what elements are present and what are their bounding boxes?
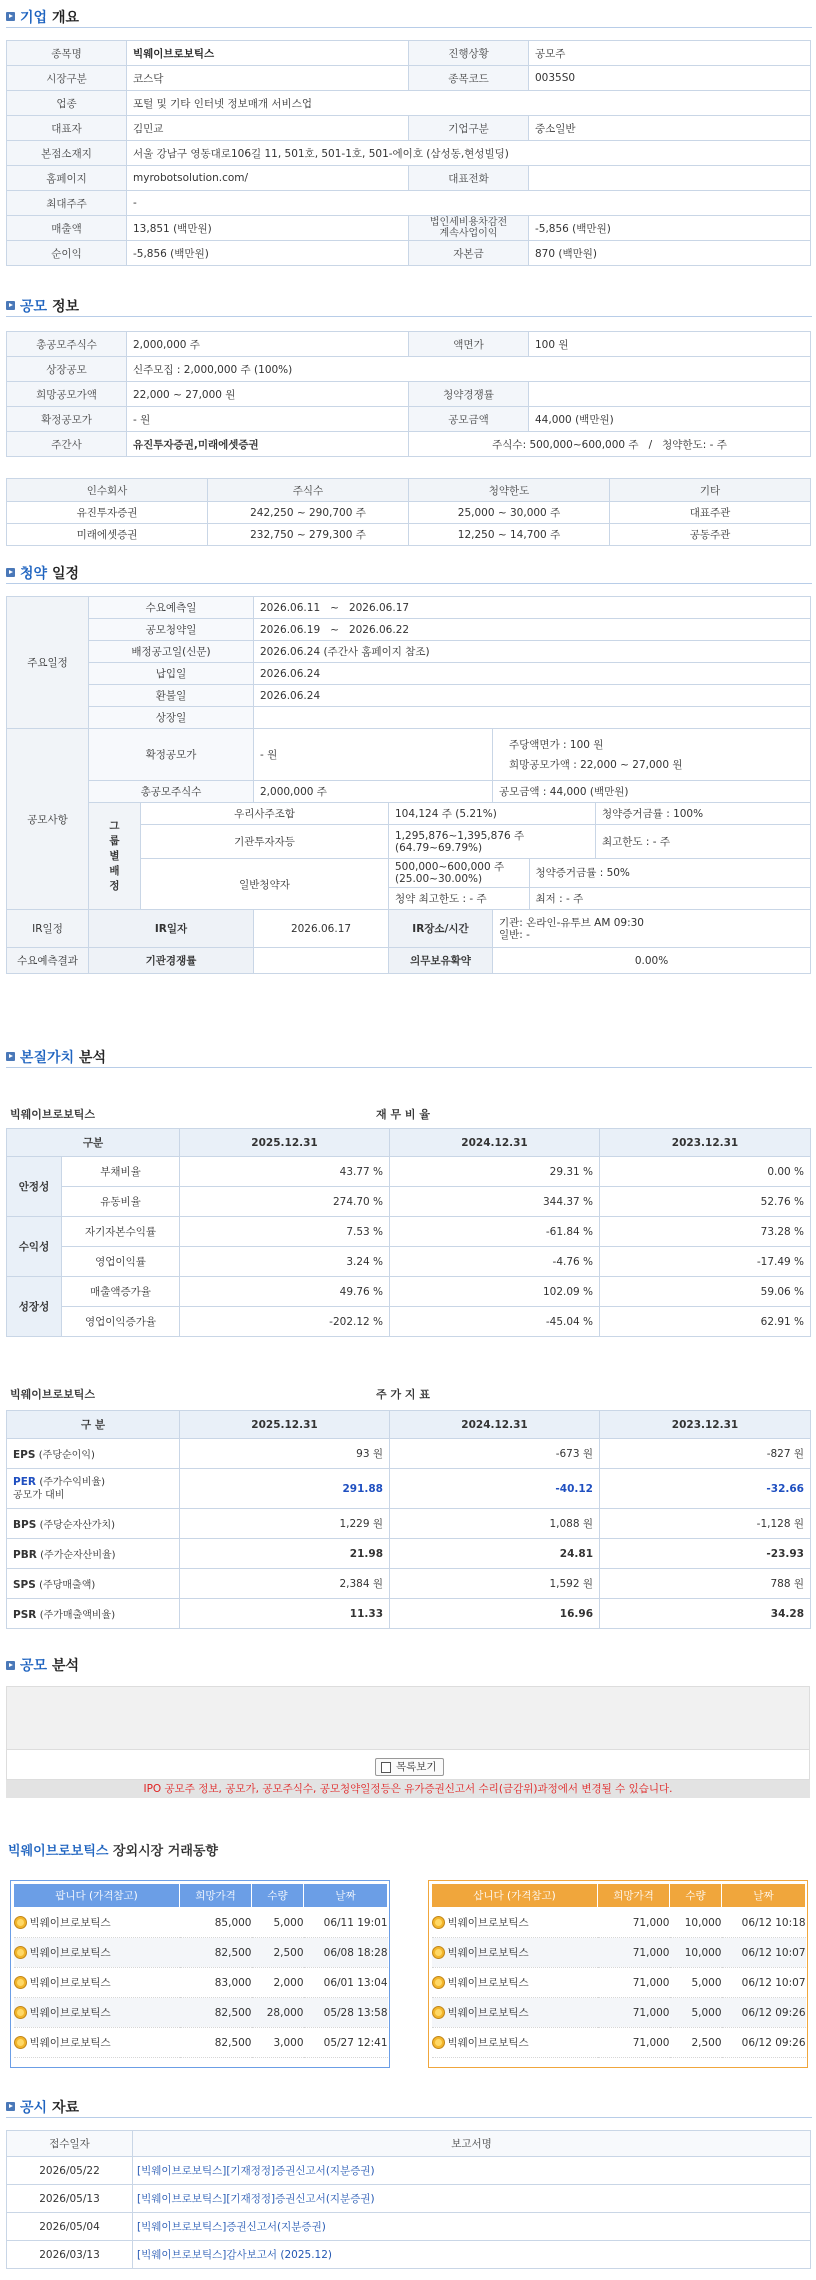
- table-row: 미래에셋증권 232,750 ~ 279,300 주 12,250 ~ 14,700 주 공동주관: [7, 524, 811, 546]
- section-analysis: [0, 1654, 816, 1795]
- sell-panel: [10, 1880, 390, 2068]
- coin-icon: [14, 1946, 27, 1959]
- document-icon: [381, 1762, 391, 1773]
- list-item[interactable]: 빅웨이브로보틱스 82,500 2,500 06/08 18:28: [14, 1938, 388, 1968]
- section-valuation: 본질가치 분석 빅웨이브로보틱스 재 무 비 율 구분 2025.12.31 2024.12.31 2023.12.31 안정성 부채비율 43.77 % 29.31 % 0.00 % 유동비율 274.70 % 344.37 % 52.76 % 수익성 자기자본수익률 7.53 % -61.84 % 73.28 % 영업이익률 3.24 % -4.76 % -17.49 % 성장성 매출액증가율 49.76 % 102.09 % 59.06 % 영업이익증가율 -202.12 % -45.04 % 62.91 % 빅웨이브로보틱스 주 가 지 표 구 분 2025.12.31 2024.12.31 2023.12.31 EPS (주당순이익) 93 원 -673 원 -827 원 PER (주가수익비율) 공모가 대비 291.88 -40.12 -32.66 BPS (주당순자산가치) 1,229 원 1,088 원 -1,128 원 PBR (주가순자산비율) 21.98 24.81 -23.93 SPS (주당매출액) 2,384 원 1,592 원 788 원 PSR (주가매출액비율) 11.33 16.96 34.28: [0, 1046, 816, 1068]
- offering-title: 공모 정보: [20, 298, 79, 315]
- table-row: 2026/03/13 [빅웨이브로보틱스]감사보고서 (2025.12): [7, 2241, 811, 2269]
- section-disclosure: [0, 2096, 816, 2261]
- list-item[interactable]: 빅웨이브로보틱스 85,000 5,000 06/11 19:01: [14, 1908, 388, 1938]
- disclosure-link[interactable]: [빅웨이브로보틱스][기재정정]증권신고서(지분증권): [133, 2157, 811, 2185]
- list-item[interactable]: 빅웨이브로보틱스 82,500 28,000 05/28 13:58: [14, 1998, 388, 2028]
- list-item[interactable]: 빅웨이브로보틱스 71,000 5,000 06/12 09:26: [432, 1998, 806, 2028]
- notice-bar: IPO 공모주 정보, 공모가, 공모주식수, 공모청약일정등은 유가증권신고서 수리(금감위)과정에서 변경될 수 있습니다.: [6, 1780, 810, 1798]
- financial-ratio-table: 구분 2025.12.31 2024.12.31 2023.12.31 안정성 부채비율 43.77 % 29.31 % 0.00 % 유동비율 274.70 % 344.37 % 52.76 % 수익성 자기자본수익률 7.53 % -61.84 % 73.28 % 영업이익률 3.24 % -4.76 % -17.49 % 성장성 매출액증가율 49.76 % 102.09 % 59.06 % 영업이익증가율 -202.12 % -45.04 % 62.91 %: [6, 1128, 811, 1337]
- underwriter-table: 인수회사 주식수 청약한도 기타 유진투자증권 242,250 ~ 290,700 주 25,000 ~ 30,000 주 대표주관 미래에셋증권 232,750 ~ 279,300 주 12,250 ~ 14,700 주 공동주관: [6, 478, 811, 546]
- section-arrow-icon: [6, 2102, 15, 2111]
- coin-icon: [14, 2006, 27, 2019]
- buy-table: 삽니다 (가격참고) 희망가격 수량 날짜 빅웨이브로보틱스 71,000 10,000 06/12 10:18 빅웨이브로보틱스 71,000 10,000 06/12 10:07 빅웨이브로보틱스 71,000 5,000 06/12 10:07 빅웨이브로보틱스 71,000 5,000 06/12 09:26 빅웨이브로보틱스 71,000 2,500 06/12 09:26: [431, 1883, 806, 2058]
- section-offering: [0, 295, 816, 451]
- section-schedule: [0, 562, 816, 967]
- coin-icon: [432, 2006, 445, 2019]
- buy-panel: [428, 1880, 808, 2068]
- list-item[interactable]: 빅웨이브로보틱스 71,000 10,000 06/12 10:18: [432, 1908, 806, 1938]
- list-item[interactable]: 빅웨이브로보틱스 71,000 10,000 06/12 10:07: [432, 1938, 806, 1968]
- disclosure-link[interactable]: [빅웨이브로보틱스]증권신고서(지분증권): [133, 2213, 811, 2241]
- coin-icon: [14, 1916, 27, 1929]
- disclosure-link[interactable]: [빅웨이브로보틱스]감사보고서 (2025.12): [133, 2241, 811, 2269]
- disclosure-link[interactable]: [빅웨이브로보틱스][기재정정]증권신고서(지분증권): [133, 2185, 811, 2213]
- section-arrow-icon: [6, 1052, 15, 1061]
- section-arrow-icon: [6, 301, 15, 310]
- company-name: 빅웨이브로보틱스: [127, 41, 409, 66]
- table-row: 유진투자증권 242,250 ~ 290,700 주 25,000 ~ 30,000 주 대표주관: [7, 502, 811, 524]
- coin-icon: [432, 1976, 445, 1989]
- section-arrow-icon: [6, 12, 15, 21]
- section-arrow-icon: [6, 568, 15, 577]
- schedule-title: 청약 일정: [20, 565, 79, 582]
- valuation-title: 본질가치 분석: [20, 1049, 107, 1066]
- sell-table: 팝니다 (가격참고) 희망가격 수량 날짜 빅웨이브로보틱스 85,000 5,000 06/11 19:01 빅웨이브로보틱스 82,500 2,500 06/08 18:28 빅웨이브로보틱스 83,000 2,000 06/01 13:04 빅웨이브로보틱스 82,500 28,000 05/28 13:58 빅웨이브로보틱스 82,500 3,000 05/27 12:41: [13, 1883, 388, 2058]
- coin-icon: [432, 1916, 445, 1929]
- disclosure-table: 접수일자 보고서명 2026/05/22 [빅웨이브로보틱스][기재정정]증권신고서(지분증권) 2026/05/13 [빅웨이브로보틱스][기재정정]증권신고서(지분증권) 2026/05/04 [빅웨이브로보틱스]증권신고서(지분증권) 2026/03/13 [빅웨이브로보틱스]감사보고서 (2025.12): [6, 2130, 811, 2269]
- coin-icon: [432, 2036, 445, 2049]
- coin-icon: [432, 1946, 445, 1959]
- stock-index-table: 구 분 2025.12.31 2024.12.31 2023.12.31 EPS (주당순이익) 93 원 -673 원 -827 원 PER (주가수익비율) 공모가 대비 291.88 -40.12 -32.66 BPS (주당순자산가치) 1,229 원 1,088 원 -1,128 원 PBR (주가순자산비율) 21.98 24.81 -23.93 SPS (주당매출액) 2,384 원 1,592 원 788 원 PSR (주가매출액비율) 11.33 16.96 34.28: [6, 1410, 811, 1629]
- list-item[interactable]: 빅웨이브로보틱스 82,500 3,000 05/27 12:41: [14, 2028, 388, 2058]
- analysis-box: [6, 1686, 810, 1750]
- coin-icon: [14, 2036, 27, 2049]
- homepage-link[interactable]: myrobotsolution.com/: [127, 166, 409, 191]
- list-item[interactable]: 빅웨이브로보틱스 83,000 2,000 06/01 13:04: [14, 1968, 388, 1998]
- stock-code: 0035S0: [529, 66, 811, 91]
- section-overview: [0, 6, 816, 260]
- disclosure-title: 공시 자료: [20, 2099, 79, 2116]
- offering-table: 총공모주식수 2,000,000 주 액면가 100 원 상장공모 신주모집 : 2,000,000 주 (100%) 희망공모가액 22,000 ~ 27,000 원 청약경쟁률 확정공모가 - 원 공모금액 44,000 (백만원) 주간사 유진투자증권,미래에셋증권 주식수: 500,000~600,000 주 / 청약한도: - 주: [6, 331, 811, 457]
- table-row: 2026/05/04 [빅웨이브로보틱스]증권신고서(지분증권): [7, 2213, 811, 2241]
- overview-header: [6, 6, 812, 28]
- section-arrow-icon: [6, 1661, 15, 1670]
- list-item[interactable]: 빅웨이브로보틱스 71,000 5,000 06/12 10:07: [432, 1968, 806, 1998]
- table-row: 2026/05/13 [빅웨이브로보틱스][기재정정]증권신고서(지분증권): [7, 2185, 811, 2213]
- overview-title: 기업 개요: [20, 9, 79, 26]
- table-row: 2026/05/22 [빅웨이브로보틱스][기재정정]증권신고서(지분증권): [7, 2157, 811, 2185]
- overview-table: 종목명 빅웨이브로보틱스 진행상황 공모주 시장구분 코스닥 종목코드 0035S0 업종 포털 및 기타 인터넷 정보매개 서비스업 대표자 김민교 기업구분 중소일반 본점소재지 서울 강남구 영동대로106길 11, 501호, 501-1호, 501-에이호 (삼성동,현성빌딩) 홈페이지 myrobotsolution.com/ 대표전화 최대주주 - 매출액 13,851 (백만원) 법인세비용차감전 계속사업이익 -5,856 (백만원) 순이익 -5,856 (백만원) 자본금 870 (백만원): [6, 40, 811, 266]
- schedule-table: 주요일정 수요예측일 2026.06.11 ~ 2026.06.17 공모청약일 2026.06.19 ~ 2026.06.22 배정공고일(신문) 2026.06.24 (주간사 홈페이지 참조) 납입일 2026.06.24 환불일 2026.06.24 상장일 공모사항 확정공모가 - 원 주당액면가 : 100 원 희망공모가액 : 22,000 ~ 27,000 원 총공모주식수 2,000,000 주 공모금액 : 44,000 (백만원) 그룹별배정 우리사주조합 104,124 주 (5.21%) 청약증거금률 : 100% 기관투자자등 1,295,876~1,395,876 주 (64.79~69.79%) 최고한도 : - 주 일반청약자 500,000~600,000 주 (25.00~30.00%) 청약증거금률 : 50% 청약 최고한도 : - 주 최저 : - 주 IR일정 IR일자 2026.06.17 IR장소/시간 기관: 온라인-유투브 AM 09:30 일반: - 수요예측결과 기관경쟁률 의무보유확약 0.00%: [6, 596, 811, 974]
- analysis-title: 공모 분석: [20, 1658, 79, 1674]
- list-item[interactable]: 빅웨이브로보틱스 71,000 2,500 06/12 09:26: [432, 2028, 806, 2058]
- coin-icon: [14, 1976, 27, 1989]
- list-button[interactable]: 목록보기: [375, 1758, 444, 1776]
